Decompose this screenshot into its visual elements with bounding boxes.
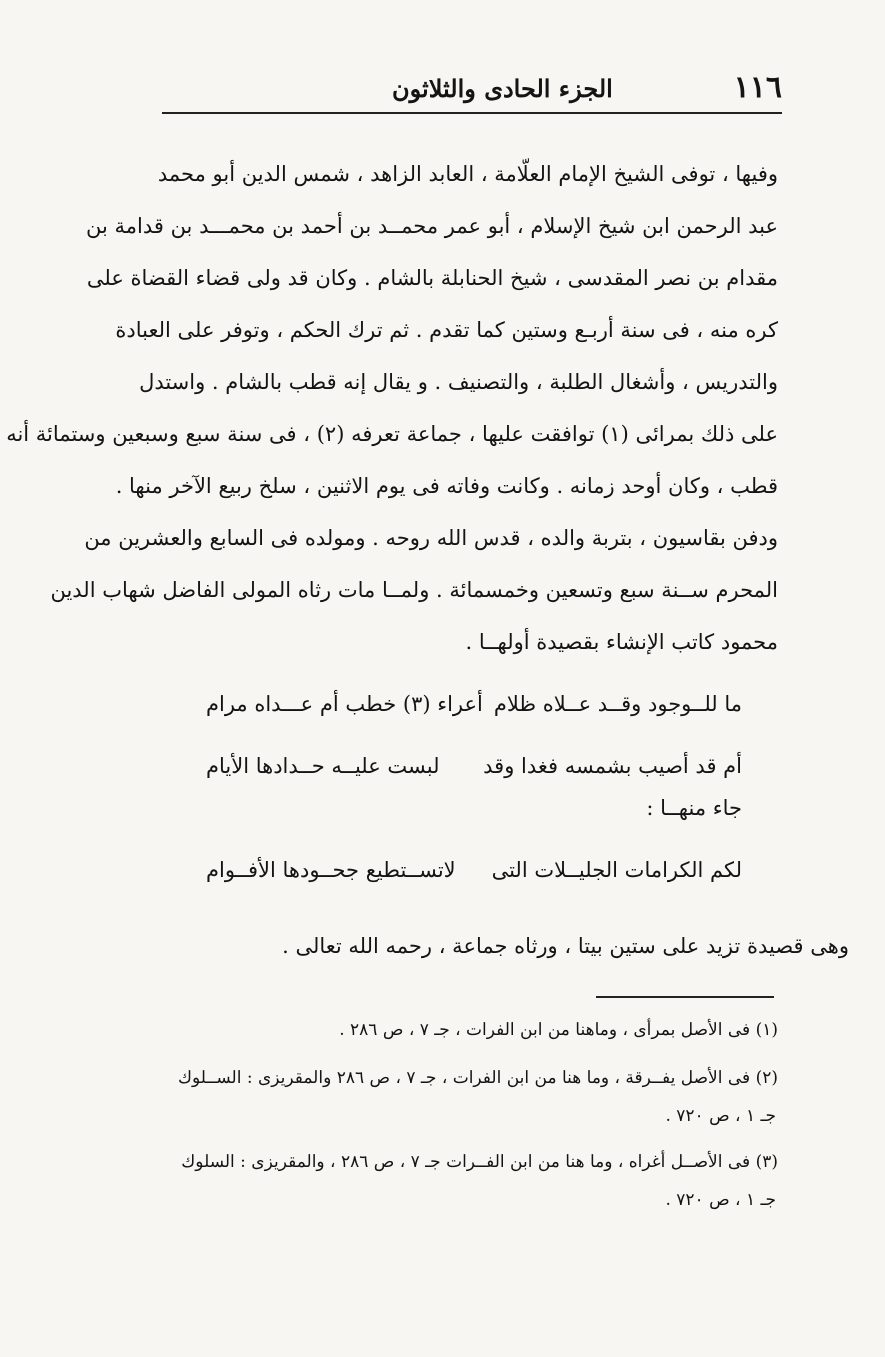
body-line: على ذلك بمرائى (١) توافقت عليها ، جماعة تعرفه (٢) ، فى سنة سبع وسبعين وستمائة أنه <box>6 422 778 446</box>
closing-line: وهى قصيدة تزيد على ستين بيتا ، ورثاه جماعة ، رحمه الله تعالى . <box>282 934 849 958</box>
body-line: مقدام بن نصر المقدسى ، شيخ الحنابلة بالشام . وكان قد ولى قضاء القضاة على <box>86 266 778 290</box>
running-title: الجزء الحادى والثلاثون <box>392 74 613 103</box>
poem <box>166 680 778 908</box>
footnote: (٢) فى الأصل يفــرقة ، وما هنا من ابن الفرات ، جـ ٧ ، ص ٢٨٦ والمقريزى : الســلوك <box>177 1068 778 1088</box>
footnote-continuation: جـ ١ ، ص ٧٢٠ . <box>665 1106 776 1126</box>
body-line: عبد الرحمن ابن شيخ الإسلام ، أبو عمر محمــد بن أحمد بن محمـــد بن قدامة بن <box>85 214 778 238</box>
poem-verse <box>166 742 778 792</box>
body-line: محمود كاتب الإنشاء بقصيدة أولهــا . <box>465 630 778 654</box>
footnote-separator <box>596 996 774 998</box>
footnotes <box>166 1010 778 1218</box>
page-number: ١١٦ <box>733 70 782 105</box>
hemistich-second: لاتســتطيع جحــودها الأفــوام <box>206 858 456 882</box>
hemistich-second: لبست عليــه حــدادها الأيام <box>206 754 440 778</box>
hemistich-second: أعراء (٣) خطب أم عـــداه مرام <box>206 692 483 716</box>
body-line: قطب ، وكان أوحد زمانه . وكانت وفاته فى يوم الاثنين ، سلخ ربيع الآخر منها . <box>115 474 778 498</box>
poem-verse <box>166 846 778 908</box>
poem-interlude-row <box>166 792 778 846</box>
body-line: كره منه ، فى سنة أربـع وستين كما تقدم . ثم ترك الحكم ، وتوفر على العبادة <box>115 318 778 342</box>
body-text <box>6 148 778 668</box>
page-header <box>162 68 782 114</box>
hemistich-first: أم قد أصيب بشمسه فغدا وقد <box>483 754 742 778</box>
poem-interlude: جاء منهــا : <box>646 796 742 820</box>
footnote-continuation: جـ ١ ، ص ٧٢٠ . <box>665 1190 776 1210</box>
hemistich-first: ما للــوجود وقــد عــلاه ظلام <box>493 692 742 716</box>
body-line: وفيها ، توفى الشيخ الإمام العلّامة ، العابد الزاهد ، شمس الدين أبو محمد <box>157 162 778 186</box>
body-line: ودفن بقاسيون ، بتربة والده ، قدس الله روحه . ومولده فى السابع والعشرين من <box>84 526 778 550</box>
footnote: (٣) فى الأصــل أغراه ، وما هنا من ابن الفــرات جـ ٧ ، ص ٢٨٦ ، والمقريزى : السلوك <box>181 1152 778 1172</box>
poem-verse <box>166 680 778 742</box>
body-line: والتدريس ، وأشغال الطلبة ، والتصنيف . و يقال إنه قطب بالشام . واستدل <box>139 370 778 394</box>
hemistich-first: لكم الكرامات الجليــلات التى <box>491 858 742 882</box>
body-line: المحرم ســنة سبع وتسعين وخمسمائة . ولمــا مات رثاه المولى الفاضل شهاب الدين <box>50 578 778 602</box>
footnote: (١) فى الأصل بمرأى ، وماهنا من ابن الفرات ، جـ ٧ ، ص ٢٨٦ . <box>339 1020 778 1040</box>
